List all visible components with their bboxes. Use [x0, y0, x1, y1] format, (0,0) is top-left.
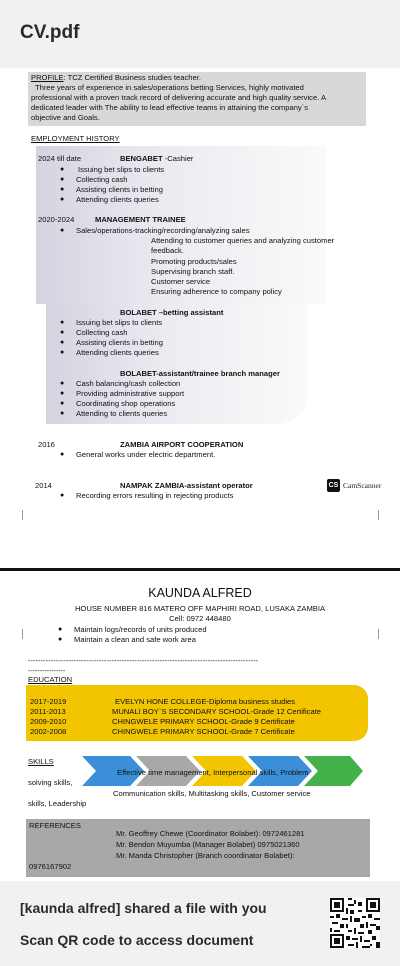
bullet: ●	[60, 196, 65, 203]
bullet: ●	[60, 410, 65, 417]
job4-title: BOLABET-assistant/trainee branch manager	[120, 369, 280, 378]
edu-years: 2009-2010	[30, 717, 67, 726]
crop-mark	[374, 510, 379, 520]
profile-line-3: professional with a proven track record of delivering accurate and high quality service. A	[31, 93, 327, 102]
reference-line: Mr. Bendon Muyumba (Manager Bolabet) 0975021360	[116, 840, 300, 849]
crop-mark	[22, 629, 27, 639]
bullet: ●	[60, 390, 65, 397]
edu-school: EVELYN HONE COLLEGE-Diploma business studies	[115, 697, 296, 706]
job5-title: ZAMBIA AIRPORT COOPERATION	[120, 440, 244, 449]
bullet: ●	[58, 636, 63, 643]
document-page-2[interactable]	[0, 571, 400, 881]
separator-dashes: -------------------------------------------------------------------------------------------	[28, 658, 259, 665]
profile-line-4: dedicated leader with The ability to lead effective teams in attaining the company`s	[31, 103, 309, 112]
job2-subduty: Customer service	[151, 277, 211, 286]
job2-subduty: Supervising branch staff.	[151, 267, 235, 276]
bullet: ●	[60, 186, 65, 193]
job3-title: BOLABET –betting assistant	[120, 308, 224, 317]
profile-line-2: Three years of experience in sales/operations betting Services, highly motivated	[35, 83, 304, 92]
job2-subduty: Ensuring adherence to company policy	[151, 287, 282, 296]
bullet: ●	[60, 451, 65, 458]
bullet: ●	[60, 492, 65, 499]
bullet: ●	[60, 349, 65, 356]
qr-code-icon[interactable]	[330, 898, 380, 948]
cv-address: HOUSE NUMBER 816 MATERO OFF MAPHIRI ROAD, LUSAKA ZAMBIA	[74, 604, 326, 613]
bullet: ●	[58, 626, 63, 633]
job6-date: 2014	[35, 481, 52, 490]
bullet: ●	[60, 339, 65, 346]
edu-school: MUNALI BOY`S SECONDARY SCHOOL-Grade 12 Certificate	[112, 707, 322, 716]
bullet: ●	[60, 166, 65, 173]
job4-duty: Providing administrative support	[76, 389, 185, 398]
reference-line: Mr. Manda Christopher (Branch coordinator Bolabet):	[116, 851, 295, 860]
job1-date: 2024 till date	[38, 154, 82, 163]
job5-date: 2016	[38, 440, 55, 449]
skills-heading: SKILLS	[28, 757, 54, 766]
skills-line: skills, Leadership	[28, 799, 87, 808]
chevron-5	[304, 756, 363, 786]
edu-school: CHINGWELE PRIMARY SCHOOL-Grade 7 Certificate	[112, 727, 295, 736]
document-page-1[interactable]	[0, 68, 400, 568]
crop-mark	[22, 510, 27, 520]
job1-duty: Assisting clients in betting	[76, 185, 163, 194]
employment-heading: EMPLOYMENT HISTORY	[31, 134, 120, 143]
crop-mark	[374, 629, 379, 639]
job3-duty: Issuing bet slips to clients	[76, 318, 163, 327]
edu-years: 2017-2019	[30, 697, 67, 706]
cv-bullet: Maintain logs/records of units produced	[74, 625, 207, 634]
job3-duty: Assisting clients in betting	[76, 338, 163, 347]
education-heading: EDUCATION	[28, 675, 73, 684]
job2-subduty: feedback.	[151, 246, 184, 255]
reference-phone: 0976167902	[29, 862, 72, 871]
bullet: ●	[60, 227, 65, 234]
job1-duty: Attending clients queries	[76, 195, 159, 204]
job4-duty: Attending to clients queries	[76, 409, 168, 418]
skills-line: Communication skills, Multitasking skills, Customer service	[113, 789, 311, 798]
share-message: [kaunda alfred] shared a file with you	[20, 900, 267, 916]
cv-cell: Cell: 0972 448480	[169, 614, 231, 623]
scan-instruction: Scan QR code to access document	[20, 932, 254, 948]
camscanner-label: CamScanner	[343, 481, 382, 490]
job6-duty: Recording errors resulting in rejecting products	[76, 491, 234, 500]
bullet: ●	[60, 176, 65, 183]
skills-line: solving skills,	[28, 778, 73, 787]
job1-title: BENGABET -Cashier	[120, 154, 194, 163]
skills-line: Effective time management, Interpersonal skills, Problem	[117, 768, 309, 777]
job4-duty: Cash balancing/cash collection	[76, 379, 181, 388]
references-heading: REFERENCES	[29, 821, 81, 830]
job2-duty: Sales/operations-tracking/recording/analyzing sales	[76, 226, 250, 235]
job2-subduty: Attending to customer queries and analyzing customer	[151, 236, 335, 245]
bullet: ●	[60, 329, 65, 336]
job1-duty: Collecting cash	[76, 175, 128, 184]
job2-title: MANAGEMENT TRAINEE	[95, 215, 186, 224]
job3-duty: Collecting cash	[76, 328, 128, 337]
separator-dashes: ----------------	[28, 668, 66, 675]
edu-years: 2011-2013	[30, 707, 66, 716]
camscanner-logo: CS	[327, 479, 340, 492]
edu-years: 2002-2008	[30, 727, 67, 736]
edu-school: CHINGWELE PRIMARY SCHOOL-Grade 9 Certificate	[112, 717, 295, 726]
job2-subduty: Promoting products/sales	[151, 257, 237, 266]
reference-line: Mr. Geoffrey Chewe (Coordinator Bolabet): 0972461281	[116, 829, 305, 838]
cv-bullet: Maintain a clean and safe work area	[74, 635, 196, 644]
document-title: CV.pdf	[20, 22, 80, 43]
bullet: ●	[60, 319, 65, 326]
job6-title: NAMPAK ZAMBIA-assistant operator	[120, 481, 253, 490]
job5-duty: General works under electric department.	[76, 450, 216, 459]
job2-date: 2020-2024	[38, 215, 75, 224]
job4-duty: Coordinating shop operations	[76, 399, 176, 408]
bullet: ●	[60, 380, 65, 387]
app-header	[0, 0, 400, 68]
profile-line-5: objective and Goals.	[31, 113, 100, 122]
job3-duty: Attending clients queries	[76, 348, 159, 357]
job1-duty: Issuing bet slips to clients	[78, 165, 165, 174]
profile-line-1: PROFILE: TCZ Certified Business studies teacher.	[31, 73, 201, 82]
bullet: ●	[60, 400, 65, 407]
cv-name: KAUNDA ALFRED	[148, 586, 252, 600]
